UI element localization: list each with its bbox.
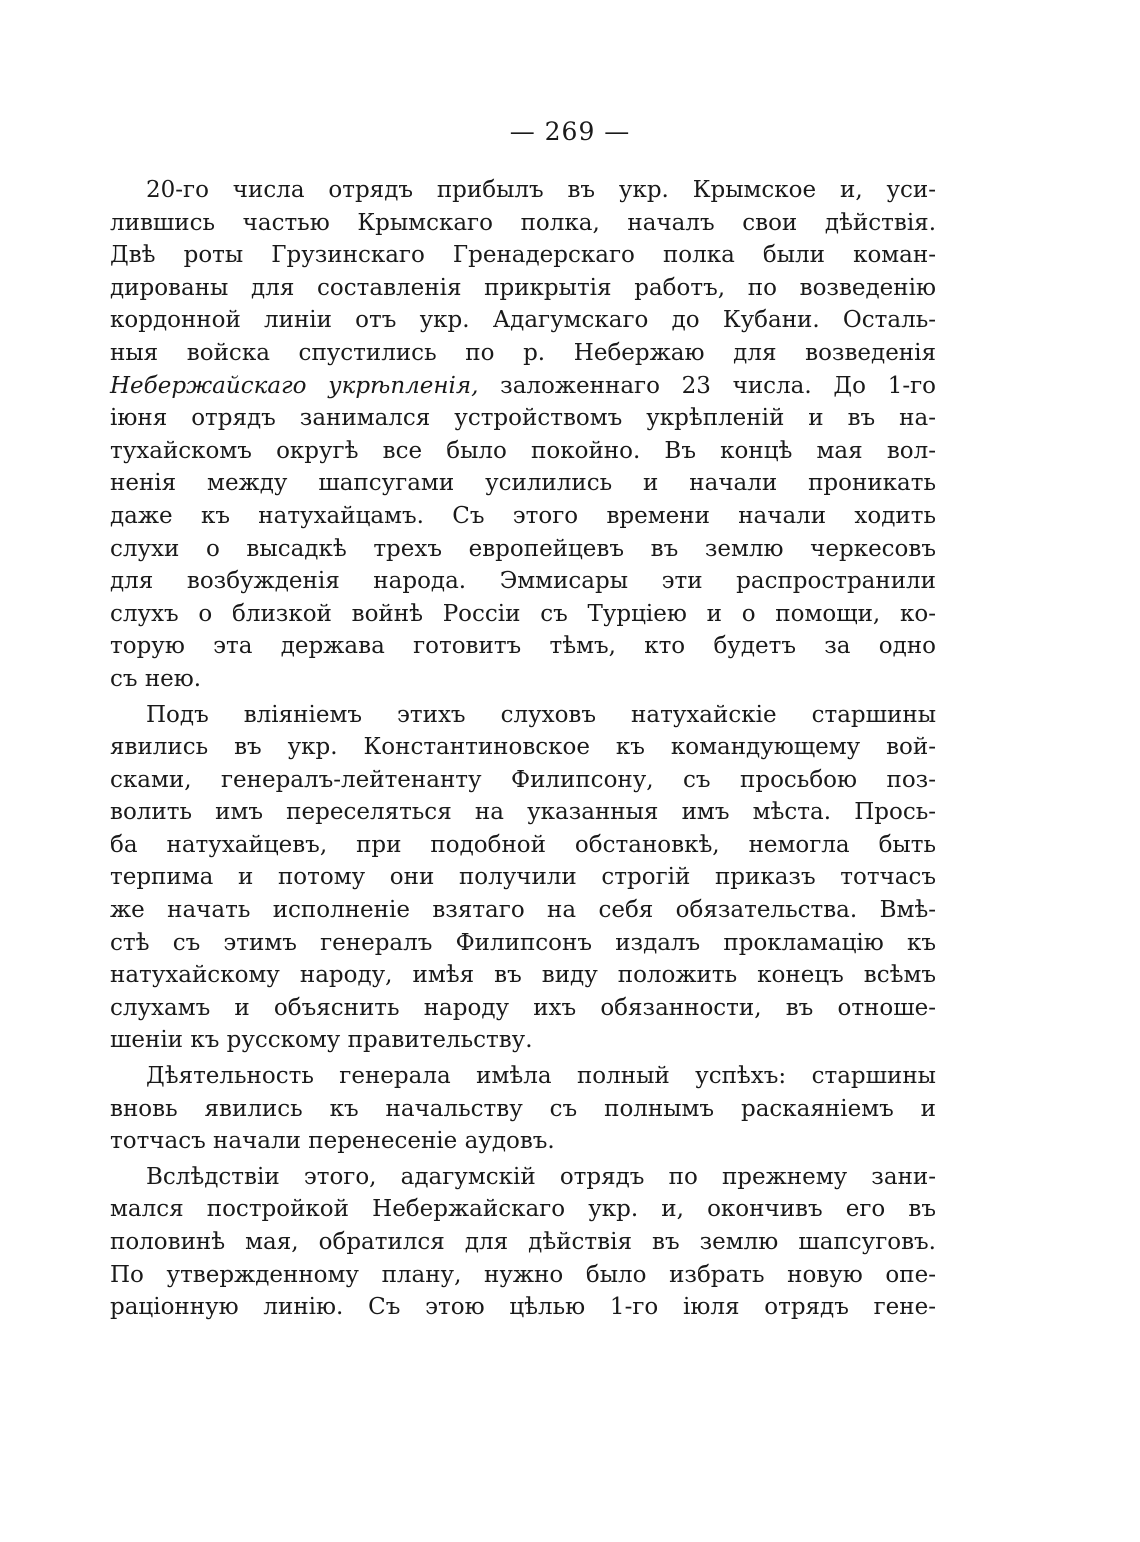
text-line: половинѣ мая, обратился для дѣйствія въ землю шапсуговъ. — [110, 1229, 936, 1255]
page-number: — 269 — — [509, 117, 631, 146]
text-line: кордонной линіи отъ укр. Адагумскаго до Кубани. Осталь- — [110, 307, 936, 334]
text-line: вновь явились къ начальству съ полнымъ раскаяніемъ и — [110, 1095, 936, 1122]
text-line: явились въ укр. Константиновское къ командующему вой- — [110, 734, 936, 761]
text-line: тотчасъ начали перенесеніе аудовъ. — [110, 1128, 555, 1155]
text-line: слухамъ и объяснить народу ихъ обязанности, въ отноше- — [110, 994, 936, 1021]
italic-fortification-name: Небержайскаго укрѣпленія, — [110, 372, 479, 399]
text-line: съ нею. — [110, 665, 202, 692]
text-line: слухъ о близкой войнѣ Россіи съ Турціею и о помощи, ко- — [110, 600, 936, 627]
text-line: терпима и потому они получили строгій приказъ тотчасъ — [110, 864, 936, 891]
text-line: лившись частью Крымскаго полка, началъ свои дѣйствія. — [110, 209, 936, 236]
paragraph-3 — [110, 1060, 936, 1158]
text-line: іюня отрядъ занимался устройствомъ укрѣпленій и въ на- — [110, 405, 936, 432]
text-line: шеніи къ русскому правительству. — [110, 1027, 533, 1054]
text-line: ныя войска спустились по р. Небержаю для возведенія — [110, 339, 936, 366]
text-line: Дѣятельность генерала имѣла полный успѣхъ: старшины — [146, 1063, 936, 1090]
text-line: ненія между шапсугами усилились и начали проникать — [110, 470, 936, 497]
text-line: стѣ съ этимъ генералъ Филипсонъ издалъ прокламацію къ — [110, 929, 936, 956]
text-line: даже къ натухайцамъ. Съ этого времени начали ходить — [110, 502, 936, 529]
text-line-remainder: заложеннаго 23 числа. До 1-го — [478, 372, 936, 399]
paragraph-2 — [110, 699, 936, 1058]
text-line: волить имъ переселяться на указанныя имъ мѣста. Прось- — [110, 799, 936, 826]
text-line: По утвержденному плану, нужно было избрать новую опе- — [110, 1261, 936, 1288]
text-line: раціонную линію. Съ этою цѣлью 1-го іюля отрядъ гене- — [110, 1294, 936, 1321]
text-line: натухайскому народу, имѣя въ виду положить конецъ всѣмъ — [110, 962, 936, 989]
paragraph-1 — [110, 174, 936, 696]
text-line: Двѣ роты Грузинскаго Гренадерскаго полка были коман- — [110, 242, 936, 269]
text-line: 20-го числа отрядъ прибылъ въ укр. Крымское и, уси- — [146, 177, 936, 203]
text-line: для возбужденія народа. Эммисары эти распространили — [110, 568, 936, 595]
text-line: сками, генералъ-лейтенанту Филипсону, съ просьбою поз- — [110, 766, 936, 793]
text-line: мался постройкой Небержайскаго укр. и, окончивъ его въ — [110, 1196, 936, 1223]
paragraph-4 — [110, 1161, 936, 1324]
text-line: торую эта держава готовитъ тѣмъ, кто будетъ за одно — [110, 633, 936, 660]
text-line-mixed — [110, 370, 936, 403]
text-line: же начать исполненіе взятаго на себя обязательства. Вмѣ- — [110, 897, 936, 924]
text-line: слухи о высадкѣ трехъ европейцевъ въ землю черкесовъ — [110, 535, 936, 562]
text-line: тухайскомъ округѣ все было покойно. Въ концѣ мая вол- — [110, 437, 936, 464]
text-line: ба натухайцевъ, при подобной обстановкѣ, немогла быть — [110, 831, 936, 858]
text-line: дированы для составленія прикрытія работъ, по возведенію — [110, 274, 936, 301]
text-block — [110, 174, 936, 1324]
text-line: Подъ вліяніемъ этихъ слуховъ натухайскіе старшины — [146, 701, 936, 728]
text-line: Вслѣдствіи этого, адагумскій отрядъ по прежнему зани- — [146, 1163, 936, 1190]
